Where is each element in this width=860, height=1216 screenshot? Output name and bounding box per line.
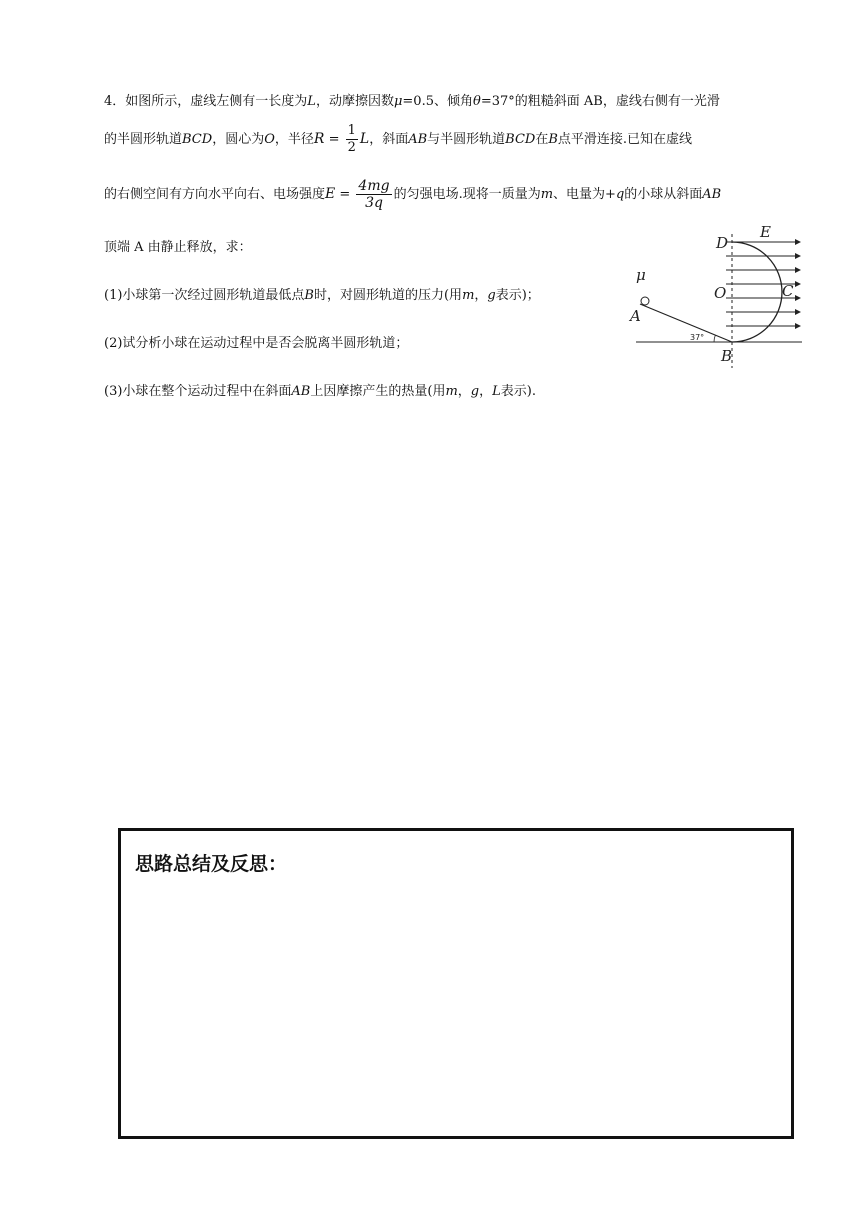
text-segment: 的右侧空间有方向水平向右、电场强度 [104, 187, 326, 202]
var-L: L [307, 94, 316, 109]
fraction-field-strength [356, 178, 391, 211]
problem-line-2 [104, 123, 692, 156]
text-segment: =0.5、倾角 [402, 94, 473, 109]
text-segment: ， [479, 384, 493, 399]
question-3 [104, 382, 536, 402]
var-g: g [470, 384, 480, 399]
text-segment: 表示). [500, 384, 536, 399]
var-theta: θ [472, 94, 481, 109]
text-segment: 、电量为+ [553, 187, 616, 202]
var-O: O [264, 132, 275, 147]
text-segment: 点平滑连接.已知在虚线 [557, 132, 693, 147]
text-segment: 上因摩擦产生的热量(用 [310, 384, 446, 399]
ball [641, 297, 649, 305]
problem-line-4: 顶端 A 由静止释放，求： [104, 240, 252, 255]
text-segment: ， [474, 288, 488, 303]
var-m: m [462, 288, 475, 303]
fraction-numerator: 1 [347, 123, 356, 138]
text-segment: 的半圆形轨道 [104, 132, 183, 147]
text-segment: (1)小球第一次经过圆形轨道最低点 [104, 288, 305, 303]
question-1 [104, 286, 540, 306]
var-AB: AB [291, 384, 311, 399]
var-B: B [548, 132, 558, 147]
semicircle-track [732, 242, 782, 342]
var-BCD: BCD [505, 132, 536, 147]
var-E: E [325, 186, 336, 202]
label-C: C [782, 282, 794, 300]
fraction-numerator: 4mg [358, 178, 390, 194]
var-mu: μ [393, 94, 403, 109]
label-angle: 37° [690, 333, 705, 342]
var-q: q [615, 187, 625, 202]
text-segment: 与半圆形轨道 [427, 132, 506, 147]
var-L: L [492, 384, 501, 399]
fraction-denominator: 2 [347, 140, 356, 155]
label-mu: μ [636, 266, 646, 284]
label-D: D [716, 234, 729, 252]
var-AB: AB [408, 132, 428, 147]
label-B: B [721, 347, 733, 365]
text-segment: 在 [535, 132, 549, 147]
text-segment: =37°的粗糙斜面 AB，虚线右侧有一光滑 [480, 94, 720, 109]
equals-sign: = [324, 132, 344, 147]
var-R: R [313, 131, 325, 147]
var-m: m [445, 384, 458, 399]
text-segment: 表示)； [495, 288, 540, 303]
text-segment: ，半径 [274, 132, 314, 147]
fraction-one-half [346, 123, 358, 156]
problem-number: 4 [104, 94, 113, 109]
physics-diagram [626, 222, 806, 372]
label-O: O [714, 284, 727, 302]
text-segment: ， [457, 384, 471, 399]
label-A: A [630, 307, 641, 325]
summary-title: 思路总结及反思： [135, 853, 288, 875]
text-segment: 的匀强电场.现将一质量为 [393, 187, 541, 202]
incline-AB [640, 304, 732, 342]
text-segment: 的小球从斜面 [624, 187, 703, 202]
text-segment: 时，对圆形轨道的压力(用 [313, 288, 463, 303]
text-segment: ，圆心为 [212, 132, 265, 147]
var-AB: AB [702, 187, 722, 202]
var-m: m [540, 187, 554, 202]
var-L: L [359, 131, 370, 147]
problem-line-1 [104, 92, 720, 112]
equals-sign: = [335, 187, 355, 202]
text-segment: (3)小球在整个运动过程中在斜面 [104, 384, 292, 399]
summary-box[interactable] [118, 828, 794, 1139]
question-2: (2)试分析小球在运动过程中是否会脱离半圆形轨道； [104, 336, 409, 351]
problem-line-3 [104, 178, 721, 211]
angle-arc [714, 335, 715, 342]
var-BCD: BCD [182, 132, 213, 147]
text-segment: ，动摩擦因数 [315, 94, 394, 109]
var-B: B [304, 288, 314, 303]
fraction-denominator: 3q [365, 195, 383, 211]
text-segment: ．如图所示，虚线左侧有一长度为 [112, 94, 308, 109]
label-E: E [760, 223, 771, 241]
text-segment: ，斜面 [369, 132, 409, 147]
var-g: g [487, 288, 496, 303]
